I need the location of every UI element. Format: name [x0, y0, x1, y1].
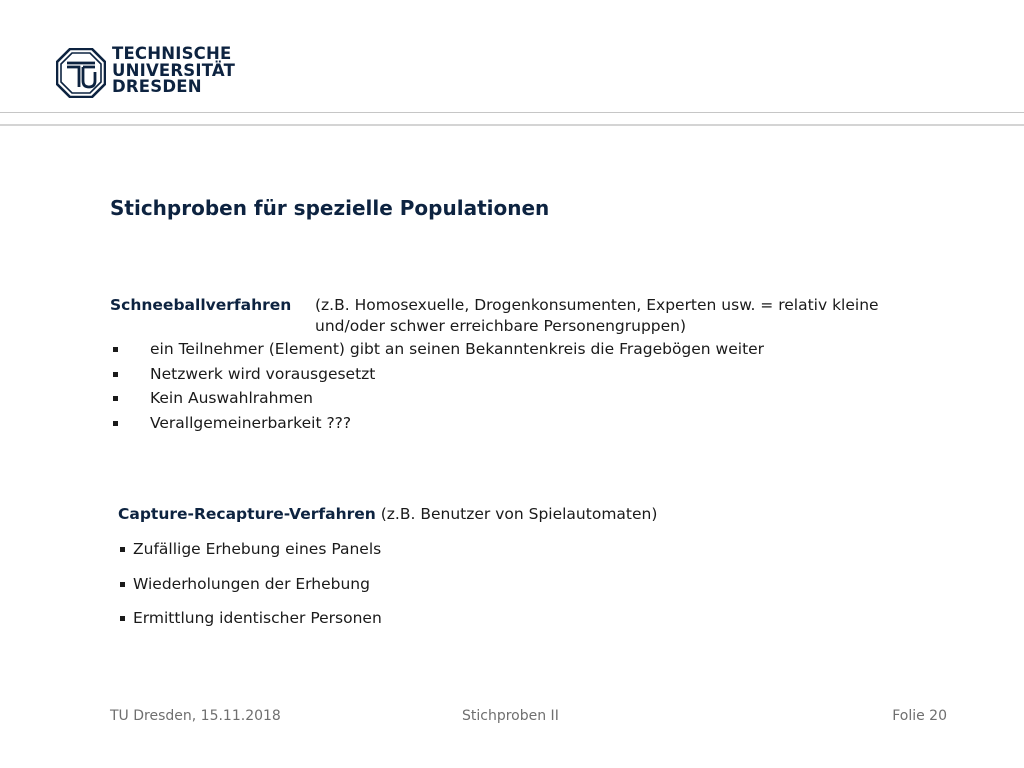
- list-item-text: Verallgemeinerbarkeit ???: [150, 413, 352, 432]
- section-capture-recapture: [118, 504, 878, 643]
- section2-description: (z.B. Benutzer von Spielautomaten): [380, 505, 658, 523]
- section2-heading: [118, 504, 878, 539]
- bullet-square-icon: [120, 547, 125, 552]
- list-item: [110, 339, 910, 364]
- list-item: [110, 388, 910, 413]
- section-schneeballverfahren: [110, 295, 910, 437]
- footer-slide-number: Folie 20: [892, 708, 947, 724]
- list-item: [110, 413, 910, 438]
- list-item: [110, 364, 910, 389]
- logo-line-3: DRESDEN: [112, 77, 202, 96]
- tu-dresden-logo: [56, 44, 236, 100]
- list-item: [118, 574, 878, 609]
- header-divider-bottom: [0, 124, 1024, 126]
- list-item-text: Zufällige Erhebung eines Panels: [133, 540, 382, 558]
- section1-bullet-list: [110, 339, 910, 437]
- section2-bullet-list: [118, 539, 878, 643]
- bullet-square-icon: [113, 396, 118, 401]
- list-item-text: Netzwerk wird vorausgesetzt: [150, 364, 376, 383]
- footer-topic: Stichproben II: [462, 708, 559, 724]
- list-item: [118, 539, 878, 574]
- logo-text: [112, 46, 235, 96]
- section1-heading: [110, 295, 910, 339]
- logo-line-2: UNIVERSITÄT: [112, 60, 236, 80]
- header-divider-top: [0, 112, 1024, 113]
- bullet-square-icon: [120, 582, 125, 587]
- list-item-text: Wiederholungen der Erhebung: [133, 574, 370, 593]
- section1-term: Schneeballverfahren: [110, 296, 292, 314]
- slide-title: Stichproben für spezielle Populationen: [110, 196, 550, 220]
- section1-description: (z.B. Homosexuelle, Drogenkonsumenten, Experten usw. = relativ kleine und/oder schwer erreichbare Personengruppen): [315, 296, 879, 335]
- tu-dresden-logo-icon: [56, 48, 106, 98]
- bullet-square-icon: [113, 347, 118, 352]
- list-item: [118, 608, 878, 643]
- bullet-square-icon: [113, 421, 118, 426]
- footer-date: TU Dresden, 15.11.2018: [110, 708, 281, 724]
- section2-term: Capture-Recapture-Verfahren: [118, 505, 376, 523]
- list-item-text: Ermittlung identischer Personen: [133, 609, 382, 627]
- list-item-text: Kein Auswahlrahmen: [150, 389, 313, 407]
- bullet-square-icon: [120, 616, 125, 621]
- bullet-square-icon: [113, 372, 118, 377]
- logo-line-1: TECHNISCHE: [112, 44, 232, 63]
- list-item-text: ein Teilnehmer (Element) gibt an seinen Bekanntenkreis die Fragebögen weiter: [150, 340, 765, 358]
